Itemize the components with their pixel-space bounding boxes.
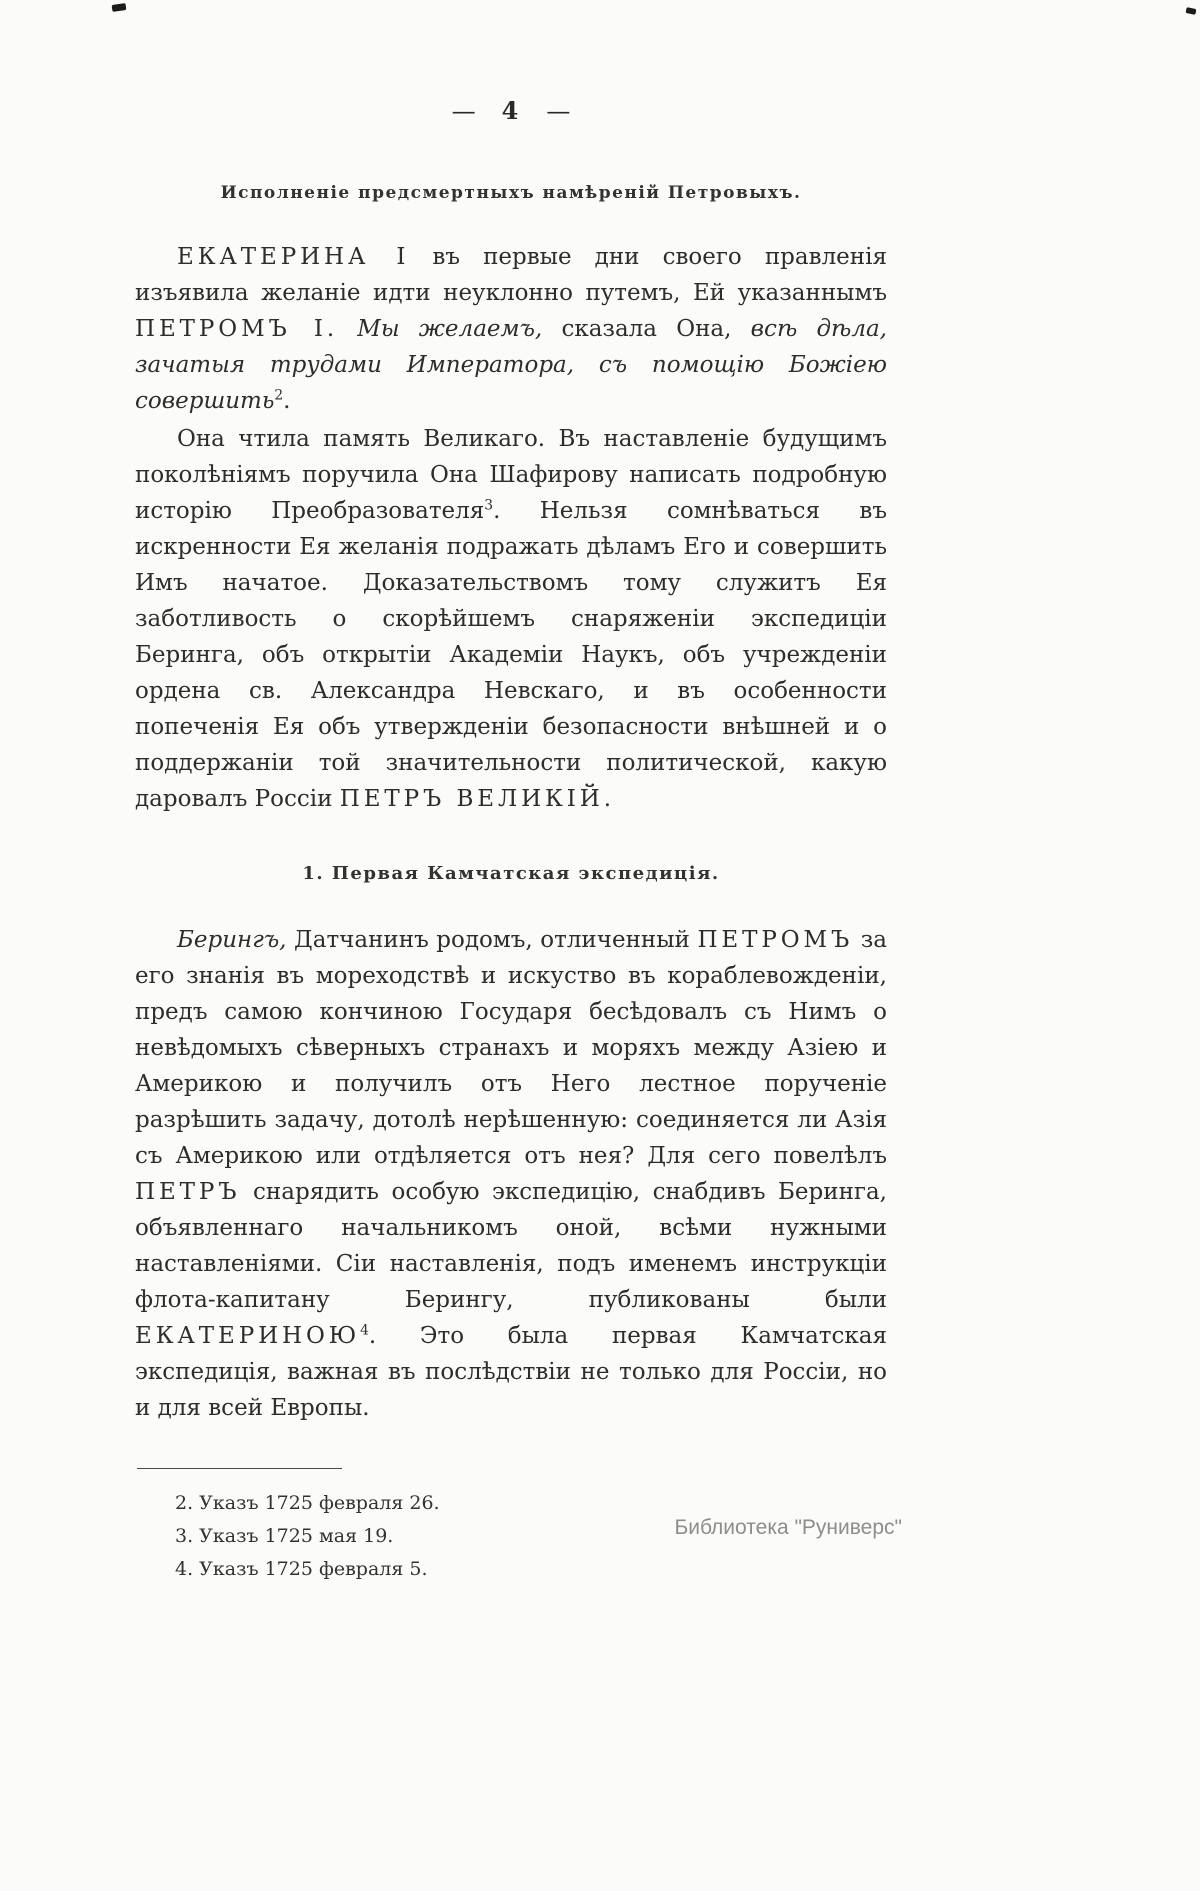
text-segment: ЕКАТЕРИНА I [177,244,410,270]
paragraph [135,239,887,419]
text-column [135,96,887,1586]
footnote-separator [137,1468,342,1469]
text-segment: Датчанинъ родомъ, отличенный [286,927,698,953]
text-segment: . [283,388,291,414]
paragraph [135,421,887,817]
text-segment: Она чтила память Великаго. Въ наставленіе будущимъ поколѣніямъ поручила Она Шафирову написать подробную исторію Преобразователя [135,426,887,524]
text-segment: снарядить особую экспедицію, снабдивъ Беринга, объявленнаго начальникомъ оной, всѣми нужными наставленіями. Сіи наставленія, подъ именемъ инструкціи флота-капитану Берингу, публикованы были [135,1179,887,1313]
text-segment: всѣ дѣла, зачатыя трудами Императора, съ помощію Божіею совершить [135,316,887,414]
page-number [135,96,887,125]
scan-artifact [112,3,127,12]
intro-paragraphs [135,239,887,817]
page-number-value: 4 [501,96,521,125]
text-segment: за его знанія въ мореходствѣ и искуство въ кораблевожденіи, предъ самою кончиною Государя бесѣдовалъ съ Нимъ о невѣдомыхъ сѣверныхъ странахъ и моряхъ между Азіею и Америкою и получилъ отъ Него лестное порученіе разрѣшить задачу, дотолѣ нерѣшенную: соединяется ли Азія съ Америкою или отдѣляется отъ нея? Для сего повелѣлъ [135,927,887,1169]
page-number-dash-left: — [451,97,476,125]
text-segment: 4 [360,1322,369,1339]
text-segment: сказала Она, [542,316,751,342]
text-segment: ПЕТРЪ [135,1179,241,1205]
library-watermark: Библиотека "Руниверс" [674,1516,902,1539]
footnote: 2. Указъ 1725 февраля 26. [175,1492,440,1514]
text-segment: Мы желаемъ, [338,316,543,342]
scan-artifact [1185,7,1196,15]
text-segment: ПЕТРЪ ВЕЛИКІЙ. [339,786,615,812]
text-segment: . Это была первая Камчатская экспедиція, важная въ послѣдствіи не только для Россіи, но и для всей Европы. [135,1323,887,1421]
text-segment: 3 [484,497,494,514]
section-paragraphs [135,922,887,1426]
text-segment: Берингъ, [177,927,287,953]
text-segment: 2 [274,387,284,404]
text-segment: ЕКАТЕРИНОЮ [135,1323,361,1349]
chapter-heading: Исполненіе предсмертныхъ намѣреній Петровыхъ. [220,183,802,203]
footnote: 3. Указъ 1725 мая 19. [175,1525,394,1547]
text-segment: въ первые дни своего правленія изъявила желаніе идти неуклонно путемъ, Ей указаннымъ [135,244,887,306]
text-segment: ПЕТРОМЪ I. [135,316,339,342]
page-number-dash-right: — [546,97,571,125]
text-segment: ПЕТРОМЪ [697,927,854,953]
section-heading: 1. Первая Камчатская экспедиція. [302,863,720,884]
paragraph [135,922,887,1426]
footnote: 4. Указъ 1725 февраля 5. [175,1558,428,1580]
text-segment: . Нельзя сомнѣваться въ искренности Ея желанія подражать дѣламъ Его и совершить Имъ начатое. Доказательствомъ тому служитъ Ея заботливость о скорѣйшемъ снаряженіи экспедиціи Беринга, объ открытіи Академіи Наукъ, объ учрежденіи ордена св. Александра Невскаго, и въ особенности попеченія Ея объ утвержденіи безопасности внѣшней и о поддержаніи той значительности политической, какую даровалъ Россіи [135,498,887,812]
